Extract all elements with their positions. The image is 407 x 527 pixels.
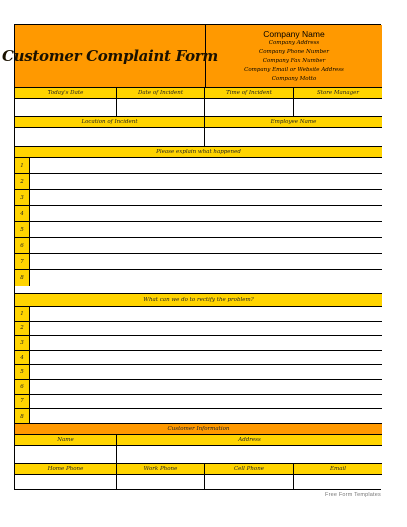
- label-store-manager: Store Manager: [316, 90, 360, 96]
- list-item[interactable]: [15, 206, 382, 222]
- list-item[interactable]: [15, 270, 382, 286]
- write-line[interactable]: [30, 158, 382, 173]
- list-item[interactable]: [15, 365, 382, 380]
- incident-inputs: [15, 98, 382, 116]
- label-employee-name: Employee Name: [270, 119, 317, 125]
- customer-name-inputs: [15, 445, 382, 463]
- label-location: Location of Incident: [15, 117, 205, 127]
- write-line[interactable]: [30, 254, 382, 269]
- write-line[interactable]: [30, 222, 382, 237]
- label-time-of-incident: Time of Incident: [205, 88, 294, 98]
- list-item[interactable]: [15, 380, 382, 395]
- list-item[interactable]: [15, 395, 382, 410]
- line-number: 1: [15, 158, 30, 173]
- line-number: 6: [15, 380, 30, 394]
- list-item[interactable]: [15, 174, 382, 190]
- line-number: 7: [15, 254, 30, 269]
- line-number: 3: [15, 190, 30, 205]
- label-cell-phone: Cell Phone: [205, 464, 294, 474]
- customer-name-field[interactable]: [15, 446, 117, 463]
- write-line[interactable]: [30, 351, 382, 365]
- date-of-incident-field[interactable]: [117, 99, 205, 116]
- time-of-incident-field[interactable]: [205, 99, 294, 116]
- customer-info-header: Customer Information: [15, 423, 382, 434]
- company-fax: Company Fax Number: [262, 57, 326, 64]
- company-email: Company Email or Website Address: [244, 66, 344, 73]
- list-item[interactable]: [15, 238, 382, 254]
- section-rectify-lines: [15, 306, 382, 423]
- line-number: 1: [15, 307, 30, 321]
- footer-brand: Free Form Templates: [325, 492, 381, 498]
- line-number: 7: [15, 395, 30, 409]
- company-phone: Company Phone Number: [258, 48, 329, 55]
- cell-phone-field[interactable]: [205, 475, 294, 489]
- line-number: 5: [15, 222, 30, 237]
- list-item[interactable]: [15, 307, 382, 322]
- write-line[interactable]: [30, 409, 382, 424]
- employee-name-field[interactable]: [205, 128, 382, 146]
- line-number: 4: [15, 206, 30, 221]
- form-header: [2, 25, 382, 87]
- label-date-of-incident: Date of Incident: [117, 88, 205, 98]
- incident-labels: [15, 87, 382, 98]
- list-item[interactable]: [15, 322, 382, 337]
- write-line[interactable]: [30, 322, 382, 336]
- write-line[interactable]: [30, 336, 382, 350]
- line-number: 5: [15, 365, 30, 379]
- email-field[interactable]: [294, 475, 382, 489]
- customer-contact-inputs: [15, 474, 382, 489]
- list-item[interactable]: [15, 254, 382, 270]
- write-line[interactable]: [30, 238, 382, 253]
- line-number: 6: [15, 238, 30, 253]
- label-email: Email: [329, 466, 347, 472]
- list-item[interactable]: [15, 158, 382, 174]
- store-manager-field[interactable]: [294, 99, 382, 116]
- location-labels: [15, 116, 382, 127]
- list-item[interactable]: [15, 190, 382, 206]
- company-address: Company Address: [268, 39, 320, 46]
- label-name: Name: [15, 435, 117, 445]
- write-line[interactable]: [30, 365, 382, 379]
- write-line[interactable]: [30, 174, 382, 189]
- write-line[interactable]: [30, 380, 382, 394]
- write-line[interactable]: [30, 206, 382, 221]
- write-line[interactable]: [30, 190, 382, 205]
- section-explain-lines: [15, 157, 382, 293]
- home-phone-field[interactable]: [15, 475, 117, 489]
- customer-name-labels: [15, 434, 382, 445]
- label-work-phone: Work Phone: [117, 464, 205, 474]
- list-item[interactable]: [15, 409, 382, 424]
- section-rectify-header: What can we do to rectify the problem?: [15, 293, 382, 306]
- company-info: [206, 25, 382, 87]
- work-phone-field[interactable]: [117, 475, 205, 489]
- line-number: 8: [15, 270, 30, 286]
- write-line[interactable]: [30, 395, 382, 409]
- customer-address-field[interactable]: [117, 446, 382, 463]
- title-cell: [2, 25, 218, 87]
- line-number: 8: [15, 409, 30, 424]
- list-item[interactable]: [15, 336, 382, 351]
- line-number: 2: [15, 174, 30, 189]
- list-item[interactable]: [15, 222, 382, 238]
- form-title: Customer Complaint Form: [2, 47, 218, 65]
- write-line[interactable]: [30, 307, 382, 321]
- label-address: Address: [238, 437, 261, 443]
- location-inputs: [15, 127, 382, 146]
- section-explain-header: Please explain what happened: [15, 146, 382, 157]
- line-number: 4: [15, 351, 30, 365]
- label-home-phone: Home Phone: [15, 464, 117, 474]
- company-name: Company Name: [263, 28, 325, 39]
- todays-date-field[interactable]: [15, 99, 117, 116]
- company-motto: Company Motto: [271, 75, 317, 82]
- list-item[interactable]: [15, 351, 382, 366]
- write-line[interactable]: [30, 270, 382, 286]
- line-number: 2: [15, 322, 30, 336]
- location-field[interactable]: [15, 128, 205, 146]
- complaint-form: [2, 24, 381, 490]
- customer-contact-labels: [15, 463, 382, 474]
- line-number: 3: [15, 336, 30, 350]
- label-todays-date: Today's Date: [15, 88, 117, 98]
